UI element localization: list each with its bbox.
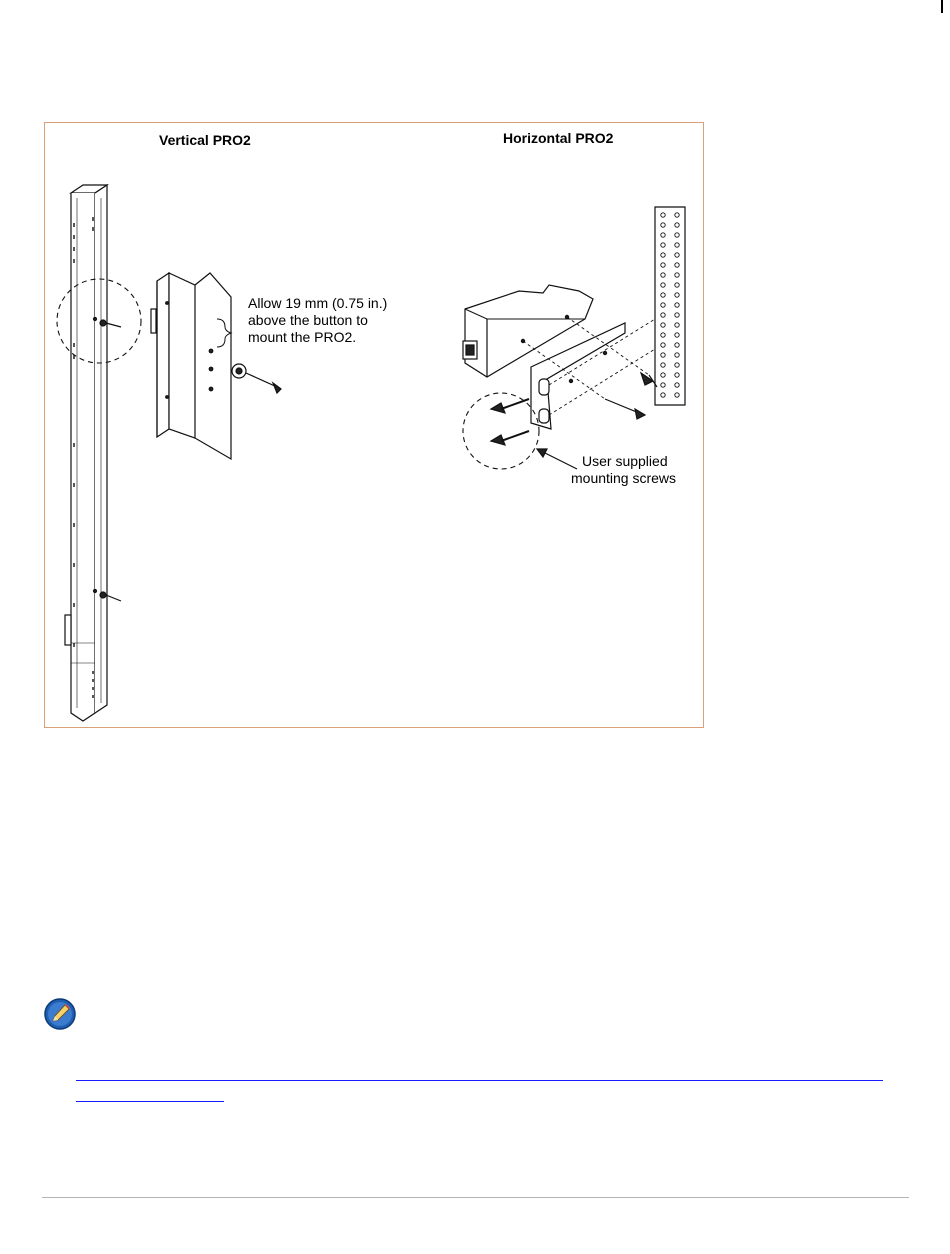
installation-drawing (45, 123, 703, 727)
installation-figure (44, 122, 704, 728)
vertical-pdu-strip (57, 185, 141, 721)
button-clearance-callout-line-1: Allow 19 mm (0.75 in.) (248, 295, 388, 311)
pencil-note-icon (43, 997, 77, 1031)
button-clearance-callout-line-2: above the button to (248, 312, 368, 328)
page-corner-mark (941, 0, 943, 13)
screws-callout-line-1: User supplied (582, 453, 668, 469)
screws-callout-line-2: mounting screws (571, 470, 677, 486)
horizontal-pro2-title: Horizontal PRO2 (503, 130, 614, 146)
button-clearance-callout-line-3: mount the PRO2. (248, 329, 357, 345)
footer-divider (42, 1197, 909, 1198)
vertical-pro2-title: Vertical PRO2 (159, 132, 251, 148)
link-underline-2[interactable] (76, 1101, 224, 1102)
link-underline-1[interactable] (76, 1080, 883, 1081)
horizontal-pdu-assembly (463, 207, 685, 469)
